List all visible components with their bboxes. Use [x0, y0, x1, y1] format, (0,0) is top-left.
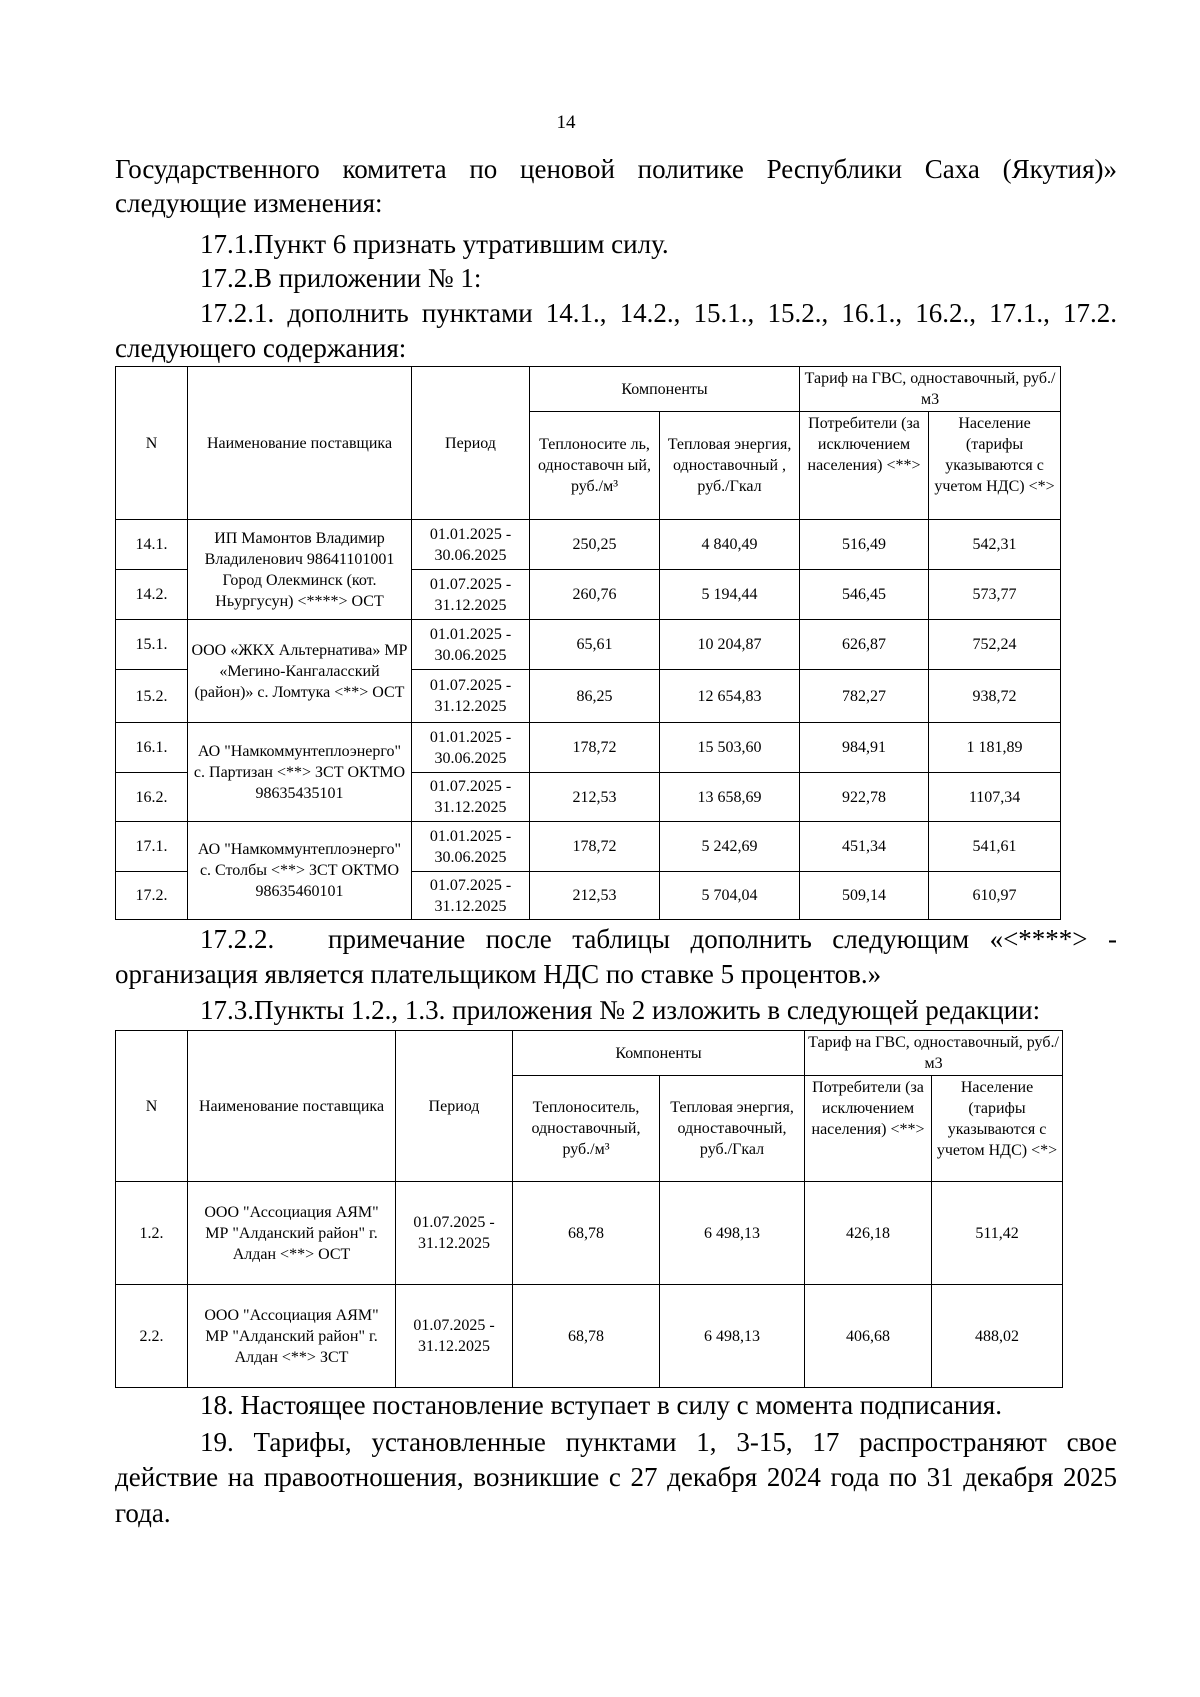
- energy-cell: 5 704,04: [660, 872, 800, 920]
- energy-cell: 5 194,44: [660, 570, 800, 620]
- consumers-cell: 426,18: [805, 1182, 932, 1285]
- tariff-table-appendix-1: [115, 366, 1061, 920]
- table-row: [116, 1182, 1063, 1285]
- population-cell: 752,24: [929, 620, 1061, 670]
- supplier-cell: ИП Мамонтов Владимир Владиленович 98641101001 Город Олекминск (кот. Ньургусун) <****> ОСТ: [188, 520, 412, 620]
- period-cell: 01.01.2025 - 30.06.2025: [412, 520, 530, 570]
- carrier-cell: 65,61: [530, 620, 660, 670]
- period-cell: 01.07.2025 - 31.12.2025: [396, 1182, 513, 1285]
- population-cell: 542,31: [929, 520, 1061, 570]
- carrier-cell: 212,53: [530, 872, 660, 920]
- population-cell: 938,72: [929, 670, 1061, 723]
- header-energy: Тепловая энергия, одноставочный , руб./Гкал: [660, 412, 800, 520]
- row-number: 14.1.: [116, 520, 188, 570]
- energy-cell: 6 498,13: [660, 1182, 805, 1285]
- row-number: 2.2.: [116, 1285, 188, 1388]
- consumers-cell: 509,14: [800, 872, 929, 920]
- row-number: 15.2.: [116, 670, 188, 723]
- consumers-cell: 626,87: [800, 620, 929, 670]
- item-17-3: 17.3.Пункты 1.2., 1.3. приложения № 2 изложить в следующей редакции:: [200, 995, 1041, 1025]
- table-row: [116, 620, 1061, 670]
- header-population: Население (тарифы указываются с учетом НДС) <*>: [932, 1076, 1063, 1182]
- period-cell: 01.07.2025 - 31.12.2025: [412, 773, 530, 822]
- item-17-2: 17.2.В приложении № 1:: [200, 263, 482, 293]
- population-cell: 573,77: [929, 570, 1061, 620]
- header-carrier: Теплоносите ль, одноставочн ый, руб./м³: [530, 412, 660, 520]
- period-cell: 01.07.2025 - 31.12.2025: [396, 1285, 513, 1388]
- consumers-cell: 516,49: [800, 520, 929, 570]
- supplier-cell: АО "Намкоммунтеплоэнерго" с. Партизан <**> ЗСТ ОКТМО 98635435101: [188, 723, 412, 822]
- header-components: Компоненты: [530, 367, 800, 412]
- carrier-cell: 178,72: [530, 822, 660, 872]
- header-energy: Тепловая энергия, одноставочный, руб./Гкал: [660, 1076, 805, 1182]
- header-components: Компоненты: [513, 1031, 805, 1076]
- period-cell: 01.07.2025 - 31.12.2025: [412, 670, 530, 723]
- carrier-cell: 212,53: [530, 773, 660, 822]
- period-cell: 01.01.2025 - 30.06.2025: [412, 822, 530, 872]
- header-supplier: Наименование поставщика: [188, 1031, 396, 1182]
- carrier-cell: 68,78: [513, 1285, 660, 1388]
- header-period: Период: [396, 1031, 513, 1182]
- consumers-cell: 782,27: [800, 670, 929, 723]
- energy-cell: 12 654,83: [660, 670, 800, 723]
- item-17-2-2-number: 17.2.2.: [200, 924, 275, 954]
- consumers-cell: 451,34: [800, 822, 929, 872]
- item-17-2-1-line-1: 17.2.1. дополнить пунктами 14.1., 14.2., 15.1., 15.2., 16.1., 16.2., 17.1., 17.2.: [200, 298, 1117, 328]
- period-cell: 01.07.2025 - 31.12.2025: [412, 872, 530, 920]
- energy-cell: 6 498,13: [660, 1285, 805, 1388]
- row-number: 14.2.: [116, 570, 188, 620]
- carrier-cell: 68,78: [513, 1182, 660, 1285]
- header-consumers: Потребители (за исключением населения) <**>: [800, 412, 929, 520]
- population-cell: 1 181,89: [929, 723, 1061, 773]
- header-consumers: Потребители (за исключением населения) <**>: [805, 1076, 932, 1182]
- intro-line-1: Государственного комитета по ценовой политике Республики Саха (Якутия)»: [115, 154, 1117, 184]
- period-cell: 01.01.2025 - 30.06.2025: [412, 620, 530, 670]
- header-period: Период: [412, 367, 530, 520]
- table-row: [116, 723, 1061, 773]
- consumers-cell: 984,91: [800, 723, 929, 773]
- supplier-cell: ООО «ЖКХ Альтернатива» МР «Мегино-Кангаласский (район)» с. Ломтука <**> ОСТ: [188, 620, 412, 723]
- table-row: [116, 822, 1061, 872]
- energy-cell: 4 840,49: [660, 520, 800, 570]
- header-n: N: [116, 1031, 188, 1182]
- header-n: N: [116, 367, 188, 520]
- row-number: 15.1.: [116, 620, 188, 670]
- period-cell: 01.01.2025 - 30.06.2025: [412, 723, 530, 773]
- header-tariff: Тариф на ГВС, одноставочный, руб./м3: [805, 1031, 1063, 1076]
- energy-cell: 5 242,69: [660, 822, 800, 872]
- consumers-cell: 406,68: [805, 1285, 932, 1388]
- supplier-cell: АО "Намкоммунтеплоэнерго" с. Столбы <**> ЗСТ ОКТМО 98635460101: [188, 822, 412, 920]
- energy-cell: 10 204,87: [660, 620, 800, 670]
- energy-cell: 13 658,69: [660, 773, 800, 822]
- supplier-cell: ООО "Ассоциация АЯМ" МР "Алданский район" г. Алдан <**> ОСТ: [188, 1182, 396, 1285]
- population-cell: 488,02: [932, 1285, 1063, 1388]
- item-18: 18. Настоящее постановление вступает в силу с момента подписания.: [200, 1390, 1002, 1420]
- item-19-line-1: 19. Тарифы, установленные пунктами 1, 3-15, 17 распространяют свое: [200, 1427, 1117, 1457]
- consumers-cell: 922,78: [800, 773, 929, 822]
- supplier-cell: ООО "Ассоциация АЯМ" МР "Алданский район" г. Алдан <**> ЗСТ: [188, 1285, 396, 1388]
- item-17-2-1-line-2: следующего содержания:: [115, 333, 407, 363]
- item-19-line-2: действие на правоотношения, возникшие с 27 декабря 2024 года по 31 декабря 2025: [115, 1462, 1117, 1492]
- population-cell: 610,97: [929, 872, 1061, 920]
- table-row: [116, 1285, 1063, 1388]
- intro-line-2: следующие изменения:: [115, 188, 383, 218]
- item-17-1: 17.1.Пункт 6 признать утратившим силу.: [200, 229, 669, 259]
- page-number: 14: [556, 112, 576, 133]
- population-cell: 511,42: [932, 1182, 1063, 1285]
- tariff-table-appendix-2: [115, 1030, 1063, 1388]
- item-17-2-2-line-2: организация является плательщиком НДС по ставке 5 процентов.»: [115, 959, 882, 989]
- header-supplier: Наименование поставщика: [188, 367, 412, 520]
- header-population: Население (тарифы указываются с учетом НДС) <*>: [929, 412, 1061, 520]
- row-number: 17.1.: [116, 822, 188, 872]
- row-number: 17.2.: [116, 872, 188, 920]
- population-cell: 541,61: [929, 822, 1061, 872]
- row-number: 16.2.: [116, 773, 188, 822]
- consumers-cell: 546,45: [800, 570, 929, 620]
- header-carrier: Теплоноситель, одноставочный, руб./м³: [513, 1076, 660, 1182]
- period-cell: 01.07.2025 - 31.12.2025: [412, 570, 530, 620]
- energy-cell: 15 503,60: [660, 723, 800, 773]
- carrier-cell: 260,76: [530, 570, 660, 620]
- header-tariff: Тариф на ГВС, одноставочный, руб./м3: [800, 367, 1061, 412]
- carrier-cell: 178,72: [530, 723, 660, 773]
- table-row: [116, 520, 1061, 570]
- row-number: 1.2.: [116, 1182, 188, 1285]
- item-19-line-3: года.: [115, 1498, 171, 1528]
- item-17-2-2-line-1: примечание после таблицы дополнить следующим «<****> -: [328, 924, 1117, 954]
- carrier-cell: 250,25: [530, 520, 660, 570]
- population-cell: 1107,34: [929, 773, 1061, 822]
- carrier-cell: 86,25: [530, 670, 660, 723]
- row-number: 16.1.: [116, 723, 188, 773]
